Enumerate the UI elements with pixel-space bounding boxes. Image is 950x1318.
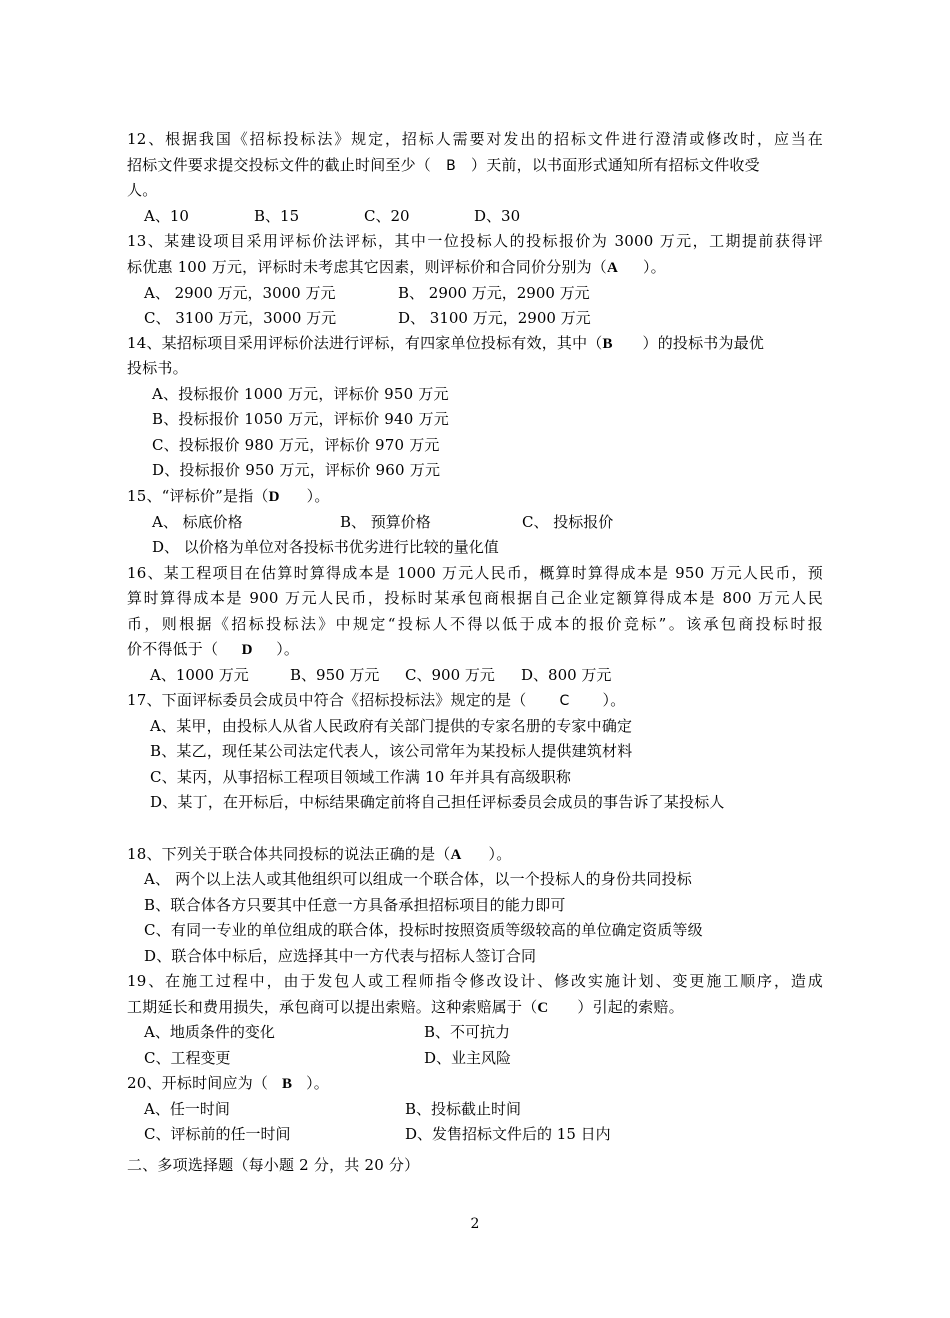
q14-option-c: C、投标报价 980 万元，评标价 970 万元 — [152, 436, 440, 454]
q14-stem-line1 — [127, 333, 764, 354]
q13-option-c: C、 3100 万元，3000 万元 — [144, 309, 337, 327]
q15-answer: D — [268, 489, 280, 505]
q19-option-d: D、业主风险 — [424, 1049, 512, 1067]
q20-stem-line1 — [127, 1073, 329, 1094]
q18-answer: A — [450, 847, 462, 863]
q17-answer: C — [559, 693, 570, 709]
q19-answer: C — [537, 1000, 549, 1016]
q15-stem-text: 15、“评标价”是指（ — [127, 487, 269, 505]
q12-stem-line3: 人。 — [127, 181, 158, 199]
q13-stem-text: 标优惠 100 万元，评标时未考虑其它因素，则评标价和合同价分别为（ — [127, 258, 607, 276]
q17-option-a: A、某甲，由投标人从省人民政府有关部门提供的专家名册的专家中确定 — [150, 717, 633, 735]
q12-stem-text: 招标文件要求提交投标文件的截止时间至少（ — [127, 156, 432, 174]
q14-option-a: A、投标报价 1000 万元，评标价 950 万元 — [152, 385, 449, 403]
q13-option-d: D、 3100 万元，2900 万元 — [398, 309, 591, 327]
q12-stem-line1: 12、根据我国《招标投标法》规定，招标人需要对发出的招标文件进行澄清或修改时，应当在 — [127, 130, 823, 148]
q15-option-c: C、 投标报价 — [522, 513, 614, 531]
q17-stem-text: 17、下面评标委员会成员中符合《招标投标法》规定的是（ — [127, 691, 527, 709]
q18-option-c: C、有同一专业的单位组成的联合体，投标时按照资质等级较高的单位确定资质等级 — [144, 921, 703, 939]
q20-stem-text: 20、开标时间应为（ — [127, 1074, 269, 1092]
q18-stem-line1 — [127, 844, 511, 865]
q17-stem-text-post: ）。 — [602, 691, 626, 709]
q18-option-a: A、 两个以上法人或其他组织可以组成一个联合体，以一个投标人的身份共同投标 — [144, 870, 693, 888]
q13-option-b: B、 2900 万元，2900 万元 — [398, 284, 590, 302]
q19-stem-line1: 19、在施工过程中，由于发包人或工程师指令修改设计、修改实施计划、变更施工顺序，造成 — [127, 972, 823, 990]
q12-option-c: C、20 — [364, 207, 410, 225]
q20-option-d: D、发售招标文件后的 15 日内 — [405, 1125, 611, 1143]
q17-stem-line1 — [127, 690, 625, 711]
q14-stem-line2: 投标书。 — [127, 359, 188, 377]
q15-option-d: D、 以价格为单位对各投标书优劣进行比较的量化值 — [152, 538, 499, 556]
q19-stem-text: 工期延长和费用损失，承包商可以提出索赔。这种索赔属于（ — [127, 998, 538, 1016]
q14-stem-text-post: ）的投标书为最优 — [642, 334, 765, 352]
q16-option-c: C、900 万元 — [405, 666, 495, 684]
q19-option-c: C、工程变更 — [144, 1049, 231, 1067]
q12-option-a: A、10 — [144, 207, 189, 225]
page-number: 2 — [470, 1216, 480, 1232]
q16-option-d: D、800 万元 — [521, 666, 612, 684]
q13-stem-line1: 13、某建设项目采用评标价法评标，其中一位投标人的投标报价为 3000 万元，工期提前获得评 — [127, 232, 823, 250]
q19-option-b: B、不可抗力 — [424, 1023, 511, 1041]
q16-stem-line4 — [127, 639, 299, 660]
q16-stem-line3: 币，则根据《招标投标法》中规定“投标人不得以低于成本的报价竞标”。该承包商投标时报 — [127, 615, 823, 633]
q12-option-d: D、30 — [474, 207, 521, 225]
q19-stem-line2 — [127, 997, 684, 1018]
q15-option-a: A、 标底价格 — [152, 513, 243, 531]
q18-stem-text: 18、下列关于联合体共同投标的说法正确的是（ — [127, 845, 451, 863]
q16-stem-text-post: ）。 — [276, 640, 300, 658]
q14-answer: B — [602, 336, 613, 352]
q15-option-b: B、 预算价格 — [340, 513, 431, 531]
q17-option-d: D、某丁，在开标后，中标结果确定前将自己担任评标委员会成员的事告诉了某投标人 — [150, 793, 725, 811]
q14-option-d: D、投标报价 950 万元，评标价 960 万元 — [152, 461, 441, 479]
q13-option-a: A、 2900 万元，3000 万元 — [144, 284, 336, 302]
section-heading: 二、多项选择题（每小题 2 分，共 20 分） — [127, 1156, 420, 1174]
q13-stem-text-post: ）。 — [642, 258, 666, 276]
q20-answer: B — [281, 1076, 293, 1092]
q16-stem-line2: 算时算得成本是 900 万元人民币，投标时某承包商根据自己企业定额算得成本是 800 万元人民 — [127, 589, 823, 607]
q12-stem-text-post: ）天前，以书面形式通知所有招标文件收受 — [471, 156, 760, 174]
q12-option-b: B、15 — [254, 207, 300, 225]
q13-stem-line2 — [127, 257, 666, 278]
q16-option-b: B、950 万元 — [290, 666, 380, 684]
q16-stem-text: 价不得低于（ — [127, 640, 219, 658]
q13-answer: A — [606, 260, 619, 276]
q16-answer: D — [241, 642, 253, 658]
q16-stem-line1: 16、某工程项目在估算时算得成本是 1000 万元人民币，概算时算得成本是 950 万元人民币，预 — [127, 564, 823, 582]
q17-option-b: B、某乙，现任某公司法定代表人，该公司常年为某投标人提供建筑材料 — [150, 742, 633, 760]
q12-stem-line2 — [127, 155, 760, 176]
q20-option-b: B、投标截止时间 — [405, 1100, 522, 1118]
q19-stem-text-post: ）引起的索赔。 — [577, 998, 684, 1016]
q15-stem-text-post: ）。 — [306, 487, 330, 505]
q17-option-c: C、某丙，从事招标工程项目领域工作满 10 年并具有高级职称 — [150, 768, 572, 786]
q14-stem-text: 14、某招标项目采用评标价法进行评标，有四家单位投标有效，其中（ — [127, 334, 603, 352]
q20-stem-text-post: ）。 — [306, 1074, 329, 1092]
q20-option-c: C、评标前的任一时间 — [144, 1125, 291, 1143]
q20-option-a: A、任一时间 — [144, 1100, 230, 1118]
q12-answer: B — [446, 158, 456, 174]
q19-option-a: A、地质条件的变化 — [144, 1023, 275, 1041]
q15-stem-line1 — [127, 486, 330, 507]
q18-option-b: B、联合体各方只要其中任意一方具备承担招标项目的能力即可 — [144, 896, 566, 914]
q14-option-b: B、投标报价 1050 万元，评标价 940 万元 — [152, 410, 449, 428]
q16-option-a: A、1000 万元 — [150, 666, 249, 684]
q18-option-d: D、联合体中标后，应选择其中一方代表与招标人签订合同 — [144, 947, 537, 965]
q18-stem-text-post: ）。 — [488, 845, 512, 863]
